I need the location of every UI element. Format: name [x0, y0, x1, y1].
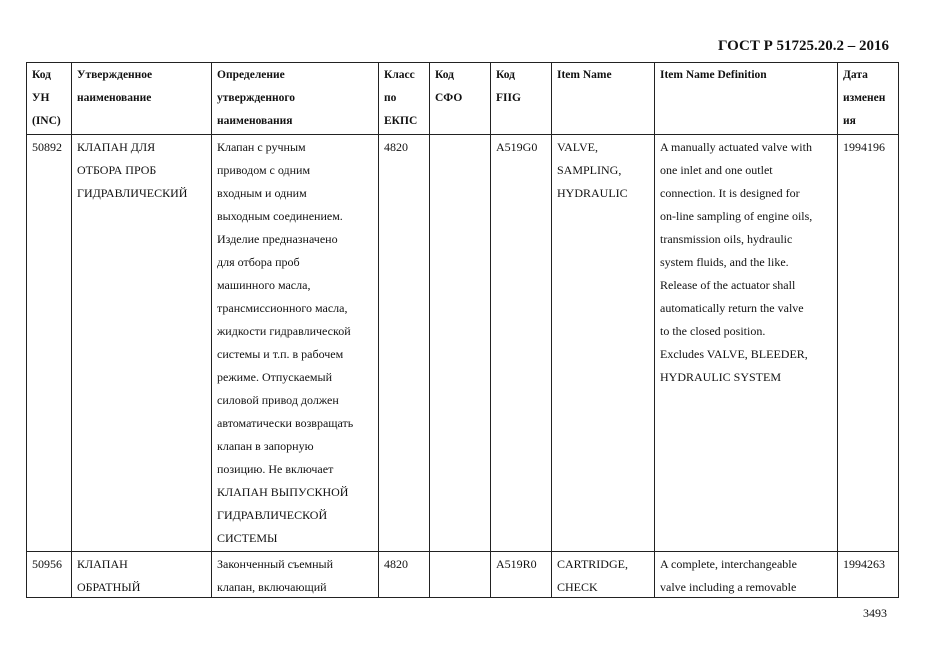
cell-definition: Законченный съемный клапан, включающий [217, 557, 334, 594]
cell-ekps-class: 4820 [384, 557, 408, 571]
header-change-date: Дата изменен ия [838, 63, 899, 135]
cell-approved-name: КЛАПАН ОБРАТНЫЙ [77, 557, 141, 594]
cell-change-date: 1994263 [843, 557, 885, 571]
header-sfo-code: Код СФО [430, 63, 491, 135]
page-number: 3493 [863, 606, 887, 620]
table-row [27, 135, 899, 552]
header-definition: Определение утвержденного наименования [212, 63, 379, 135]
cell-fiig: A519G0 [491, 135, 552, 552]
cell-item-name-definition: A manually actuated valve with one inlet and one outlet connection. It is designed for on-line sampling of engine oils, transmission oils, hydraulic system fluids, and the like. Release of the actuator shall automatically return the valve to the closed position. Excludes VALVE, BLEEDER, HYDRAULIC SYSTEM [655, 135, 838, 552]
cell-item-name: VALVE, SAMPLING, HYDRAULIC [552, 135, 655, 552]
header-ekps-class: Класс по ЕКПС [379, 63, 430, 135]
cell-sfo [430, 135, 491, 552]
cell-inc: 50956 [32, 557, 62, 571]
cell-fiig: A519R0 [496, 557, 537, 571]
cell-inc: 50892 [27, 135, 72, 552]
table-header-row [27, 63, 899, 135]
cell-ekps-class: 4820 [379, 135, 430, 552]
header-inc-code: Код УН (INC) [27, 63, 72, 135]
header-item-name-definition: Item Name Definition [655, 63, 838, 135]
classification-table [26, 62, 899, 598]
document-standard-title: ГОСТ Р 51725.20.2 – 2016 [717, 38, 889, 54]
cell-item-name: CARTRIDGE, CHECK [557, 557, 628, 594]
header-item-name: Item Name [552, 63, 655, 135]
header-fiig-code: Код FIIG [491, 63, 552, 135]
cell-approved-name: КЛАПАН ДЛЯ ОТБОРА ПРОБ ГИДРАВЛИЧЕСКИЙ [72, 135, 212, 552]
cell-change-date: 1994196 [838, 135, 899, 552]
table-row [27, 552, 899, 598]
cell-definition: Клапан с ручным приводом с одним входным и одним выходным соединением. Изделие предназначено для отбора проб машинного масла, трансмиссионного масла, жидкости гидравлической системы и т.п. в рабочем режиме. Отпускаемый силовой привод должен автоматически возвращать клапан в запорную позицию. Не включает КЛАПАН ВЫПУСКНОЙ ГИДРАВЛИЧЕСКОЙ СИСТЕМЫ [212, 135, 379, 552]
header-approved-name: Утвержденное наименование [72, 63, 212, 135]
cell-item-name-definition: A complete, interchangeable valve including a removable [660, 557, 797, 594]
cell-sfo [435, 553, 485, 596]
